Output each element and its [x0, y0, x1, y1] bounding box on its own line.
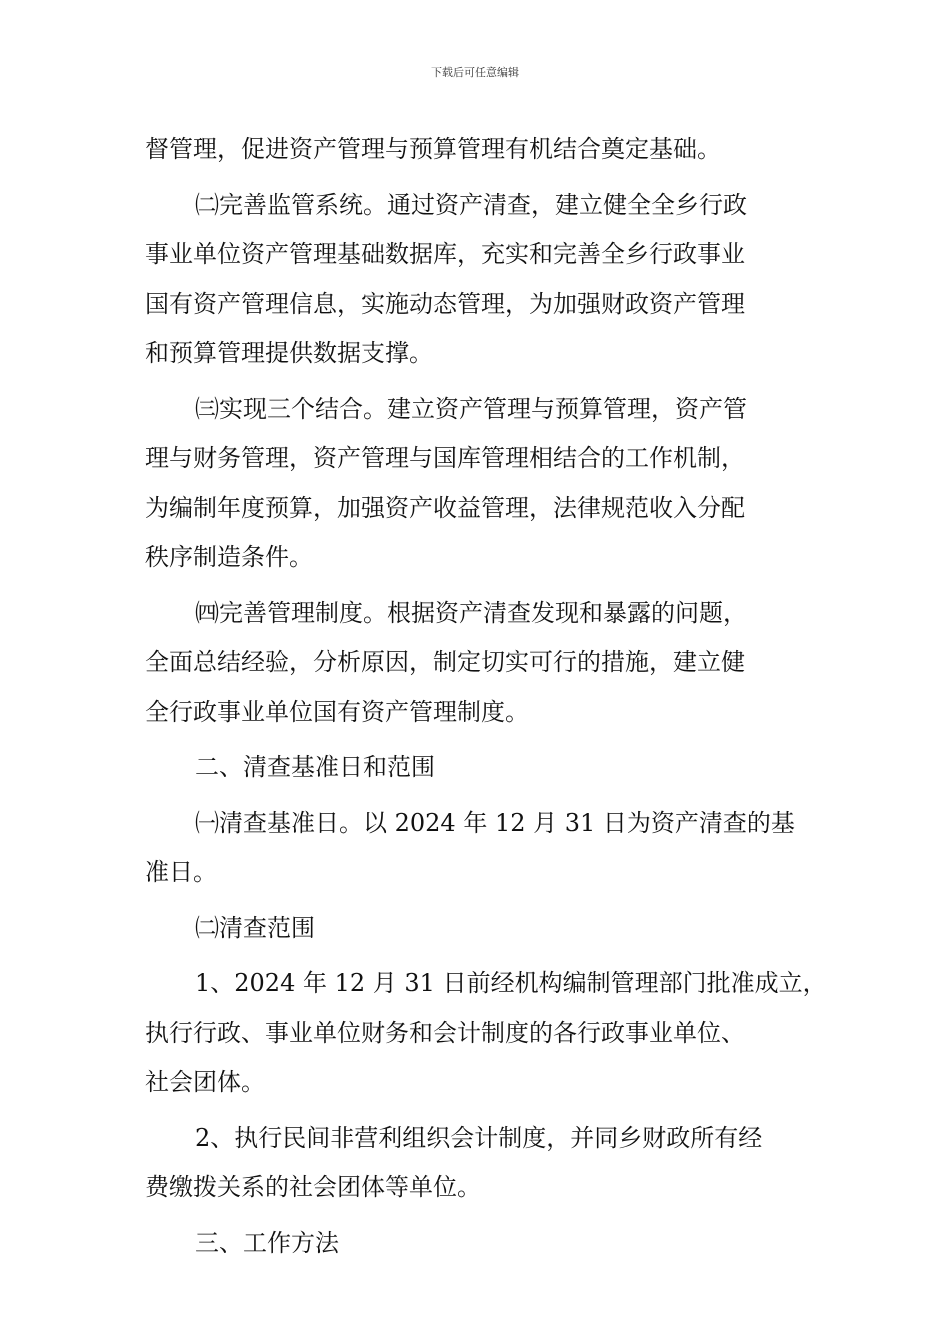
paragraph [145, 1114, 810, 1213]
text-line: 理与财务管理，资产管理与国库管理相结合的工作机制， [145, 444, 745, 472]
text-line: 二、清查基准日和范围 [195, 753, 435, 781]
text-line: ㈡完善监管系统。通过资产清查，建立健全全乡行政 [195, 190, 747, 219]
text-line: ㈣完善管理制度。根据资产清查发现和暴露的问题， [195, 598, 747, 627]
text-line: ㈡清查范围 [195, 913, 315, 942]
text-line: 为编制年度预算，加强资产收益管理，法律规范收入分配 [145, 493, 745, 522]
text-line: 准日。 [145, 858, 217, 886]
text-line: 和预算管理提供数据支撑。 [145, 339, 433, 367]
text-line: 费缴拨关系的社会团体等单位。 [145, 1173, 481, 1201]
text-line: 秩序制造条件。 [145, 543, 313, 571]
text-line: 全行政事业单位国有资产管理制度。 [145, 697, 529, 726]
paragraph [145, 1219, 810, 1269]
document-body [145, 125, 827, 1274]
paragraph [145, 959, 827, 1108]
paragraph [145, 181, 810, 379]
text-line: 2、执行民间非营利组织会计制度，并同乡财政所有经 [195, 1123, 763, 1152]
text-line: 1、2024 年 12 月 31 日前经机构编制管理部门批准成立， [195, 969, 827, 997]
paragraph [145, 125, 810, 175]
text-line: 事业单位资产管理基础数据库，充实和完善全乡行政事业 [145, 240, 745, 268]
text-line: 执行行政、事业单位财务和会计制度的各行政事业单位、 [145, 1018, 745, 1047]
paragraph [145, 799, 810, 898]
text-line: ㈢实现三个结合。建立资产管理与预算管理，资产管 [195, 394, 747, 423]
text-line: 国有资产管理信息，实施动态管理，为加强财政资产管理 [145, 289, 745, 318]
paragraph [145, 904, 810, 954]
text-line: 督管理，促进资产管理与预算管理有机结合奠定基础。 [145, 135, 721, 163]
text-line: 社会团体。 [145, 1068, 265, 1096]
paragraph [145, 385, 810, 583]
text-line: 三、工作方法 [195, 1228, 339, 1257]
text-line: 全面总结经验，分析原因，制定切实可行的措施，建立健 [145, 648, 745, 676]
paragraph [145, 743, 810, 793]
paragraph [145, 589, 810, 738]
text-line: ㈠清查基准日。以 2024 年 12 月 31 日为资产清查的基 [195, 808, 795, 837]
page-header: 下载后可任意编辑 [431, 66, 519, 79]
